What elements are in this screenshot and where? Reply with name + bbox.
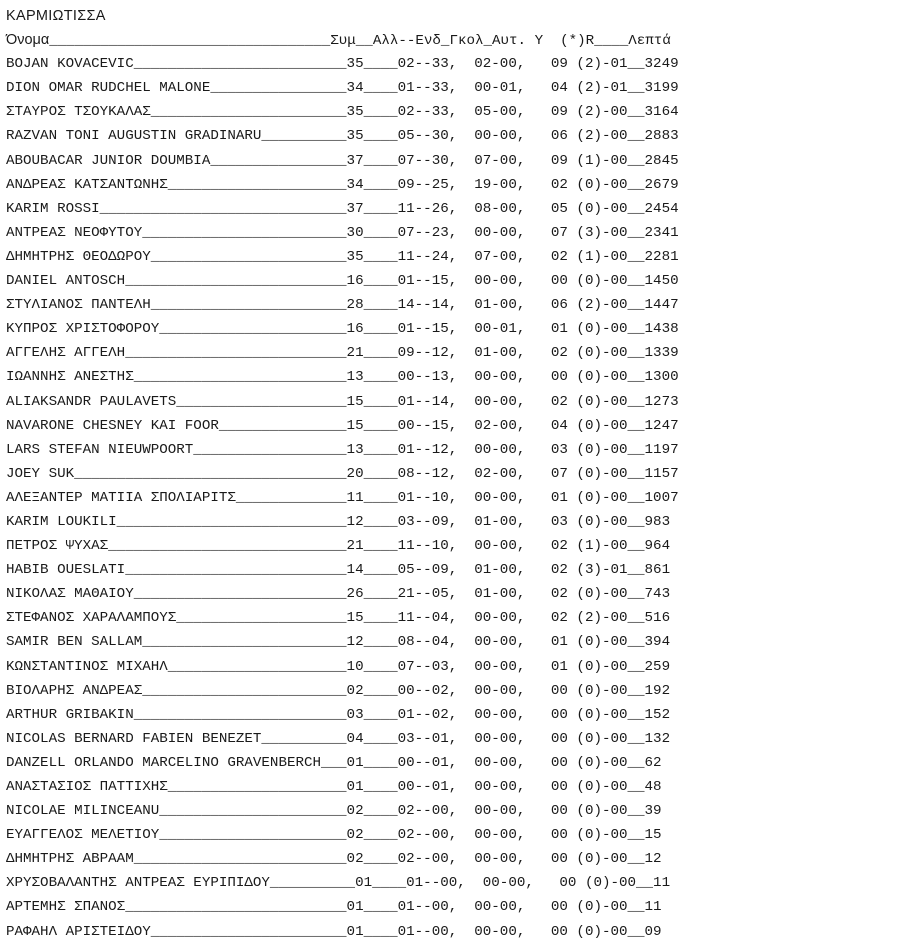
player-row: ΑΓΓΕΛΗΣ ΑΓΓΕΛΗ__________________________21____09--12, 01-00, 02 (0)-00__1339 bbox=[6, 345, 679, 362]
player-row: ΕΥΑΓΓΕΛΟΣ ΜΕΛΕΤΙΟΥ______________________02____02--00, 00-00, 00 (0)-00__15 bbox=[6, 827, 662, 844]
player-row: ΚΩΝΣΤΑΝΤΙΝΟΣ ΜΙΧΑΗΛ_____________________10____07--03, 00-00, 01 (0)-00__259 bbox=[6, 658, 671, 675]
player-row: DANZELL ORLANDO MARCELINO GRAVENBERCH___01____00--01, 00-00, 00 (0)-00__62 bbox=[6, 754, 662, 771]
player-row: ΚΥΠΡΟΣ ΧΡΙΣΤΟΦΟΡΟΥ______________________16____01--15, 00-01, 01 (0)-00__1438 bbox=[6, 321, 679, 338]
player-row: BOJAN KOVACEVIC_________________________35____02--33, 02-00, 09 (2)-01__3249 bbox=[6, 56, 679, 73]
player-row: DION OMAR RUDCHEL MALONE________________34____01--33, 00-01, 04 (2)-01__3199 bbox=[6, 80, 679, 97]
player-row: ΑΝΤΡΕΑΣ ΝΕΟΦΥΤΟΥ________________________30____07--23, 00-00, 07 (3)-00__2341 bbox=[6, 224, 679, 241]
player-row: ΑΝΑΣΤΑΣΙΟΣ ΠΑΤΤΙΧΗΣ_____________________01____00--01, 00-00, 00 (0)-00__48 bbox=[6, 779, 662, 795]
player-row: SAMIR BEN SALLAM________________________12____08--04, 00-00, 01 (0)-00__394 bbox=[6, 634, 671, 651]
player-row: JOEY SUK________________________________20____08--12, 02-00, 07 (0)-00__1157 bbox=[6, 465, 679, 482]
player-row: RAZVAN TONI AUGUSTIN GRADINARU__________35____05--30, 00-00, 06 (2)-00__2883 bbox=[6, 128, 679, 145]
player-row: NAVARONE CHESNEY KAI FOOR_______________15____00--15, 02-00, 04 (0)-00__1247 bbox=[6, 417, 679, 434]
player-row: ΣΤΕΦΑΝΟΣ ΧΑΡΑΛΑΜΠΟΥΣ____________________15____11--04, 00-00, 02 (2)-00__516 bbox=[6, 610, 671, 627]
stats-document bbox=[6, 4, 896, 944]
player-row: HABIB OUESLATI__________________________14____05--09, 01-00, 02 (3)-01__861 bbox=[6, 562, 671, 579]
player-row: KARIM ROSSI_____________________________37____11--26, 08-00, 05 (0)-00__2454 bbox=[6, 200, 679, 217]
player-row: ARTHUR GRIBAKIN_________________________03____01--02, 00-00, 00 (0)-00__152 bbox=[6, 706, 671, 723]
team-title: ΚΑΡΜΙΩΤΙΣΣΑ bbox=[6, 8, 106, 24]
player-row: ΡΑΦΑΗΛ ΑΡΙΣΤΕΙΔΟΥ_______________________01____01--00, 00-00, 00 (0)-00__09 bbox=[6, 923, 662, 940]
player-row: ΒΙΟΛΑΡΗΣ ΑΝΔΡΕΑΣ________________________02____00--02, 00-00, 00 (0)-00__192 bbox=[6, 682, 671, 699]
player-row: ΑΝΔΡΕΑΣ ΚΑΤΣΑΝΤΩΝΗΣ_____________________34____09--25, 19-00, 02 (0)-00__2679 bbox=[6, 176, 679, 193]
player-row: ABOUBACAR JUNIOR DOUMBIA________________37____07--30, 07-00, 09 (1)-00__2845 bbox=[6, 152, 679, 169]
player-row: KARIM LOUKILI___________________________12____03--09, 01-00, 03 (0)-00__983 bbox=[6, 513, 671, 530]
player-row: NICOLAS BERNARD FABIEN BENEZET__________04____03--01, 00-00, 00 (0)-00__132 bbox=[6, 730, 671, 747]
player-row: ΝΙΚΟΛΑΣ ΜΑΘΑΙΟΥ_________________________26____21--05, 01-00, 02 (0)-00__743 bbox=[6, 586, 671, 603]
player-row: ΑΛΕΞΑΝΤΕΡ ΜΑΤΙΙΑ ΣΠΟΛΙΑΡΙΤΣ_____________11____01--10, 00-00, 01 (0)-00__1007 bbox=[6, 489, 679, 506]
player-row: ΣΤΥΛΙΑΝΟΣ ΠΑΝΤΕΛΗ_______________________28____14--14, 01-00, 06 (2)-00__1447 bbox=[6, 297, 679, 314]
header-name-label: Όνομα bbox=[6, 32, 50, 49]
player-row: ΠΕΤΡΟΣ ΨΥΧΑΣ____________________________21____11--10, 00-00, 02 (1)-00__964 bbox=[6, 538, 671, 555]
player-row: ΑΡΤΕΜΗΣ ΣΠΑΝΟΣ__________________________01____01--00, 00-00, 00 (0)-00__11 bbox=[6, 899, 662, 916]
player-row: ΣΤΑΥΡΟΣ ΤΣΟΥΚΑΛΑΣ_______________________35____02--33, 05-00, 09 (2)-00__3164 bbox=[6, 104, 679, 121]
header-columns: Συμ__Αλλ--Ενδ_Γκολ_Αυτ. Υ (*)R____Λεπτά bbox=[330, 33, 671, 50]
player-row: ΔΗΜΗΤΡΗΣ ΑΒΡΑΑΜ_________________________02____02--00, 00-00, 00 (0)-00__12 bbox=[6, 851, 662, 868]
player-row: ALIAKSANDR PAULAVETS____________________15____01--14, 00-00, 02 (0)-00__1273 bbox=[6, 393, 679, 410]
player-row: LARS STEFAN NIEUWPOORT__________________13____01--12, 00-00, 03 (0)-00__1197 bbox=[6, 441, 679, 458]
column-header bbox=[6, 28, 896, 52]
player-row: ΔΗΜΗΤΡΗΣ ΘΕΟΔΩΡΟΥ_______________________35____11--24, 07-00, 02 (1)-00__2281 bbox=[6, 248, 679, 265]
player-row: DANIEL ANTOSCH__________________________16____01--15, 00-00, 00 (0)-00__1450 bbox=[6, 273, 679, 290]
player-row: ΧΡΥΣΟΒΑΛΑΝΤΗΣ ΑΝΤΡΕΑΣ ΕΥΡΙΠΙΔΟΥ__________01____01--00, 00-00, 00 (0)-00__11 bbox=[6, 875, 671, 892]
player-row: ΙΩΑΝΝΗΣ ΑΝΕΣΤΗΣ_________________________13____00--13, 00-00, 00 (0)-00__1300 bbox=[6, 369, 679, 386]
header-name-fill: _________________________________ bbox=[49, 33, 331, 50]
player-list bbox=[6, 52, 896, 943]
player-row: NICOLAE MILINCEANU______________________02____02--00, 00-00, 00 (0)-00__39 bbox=[6, 803, 662, 820]
